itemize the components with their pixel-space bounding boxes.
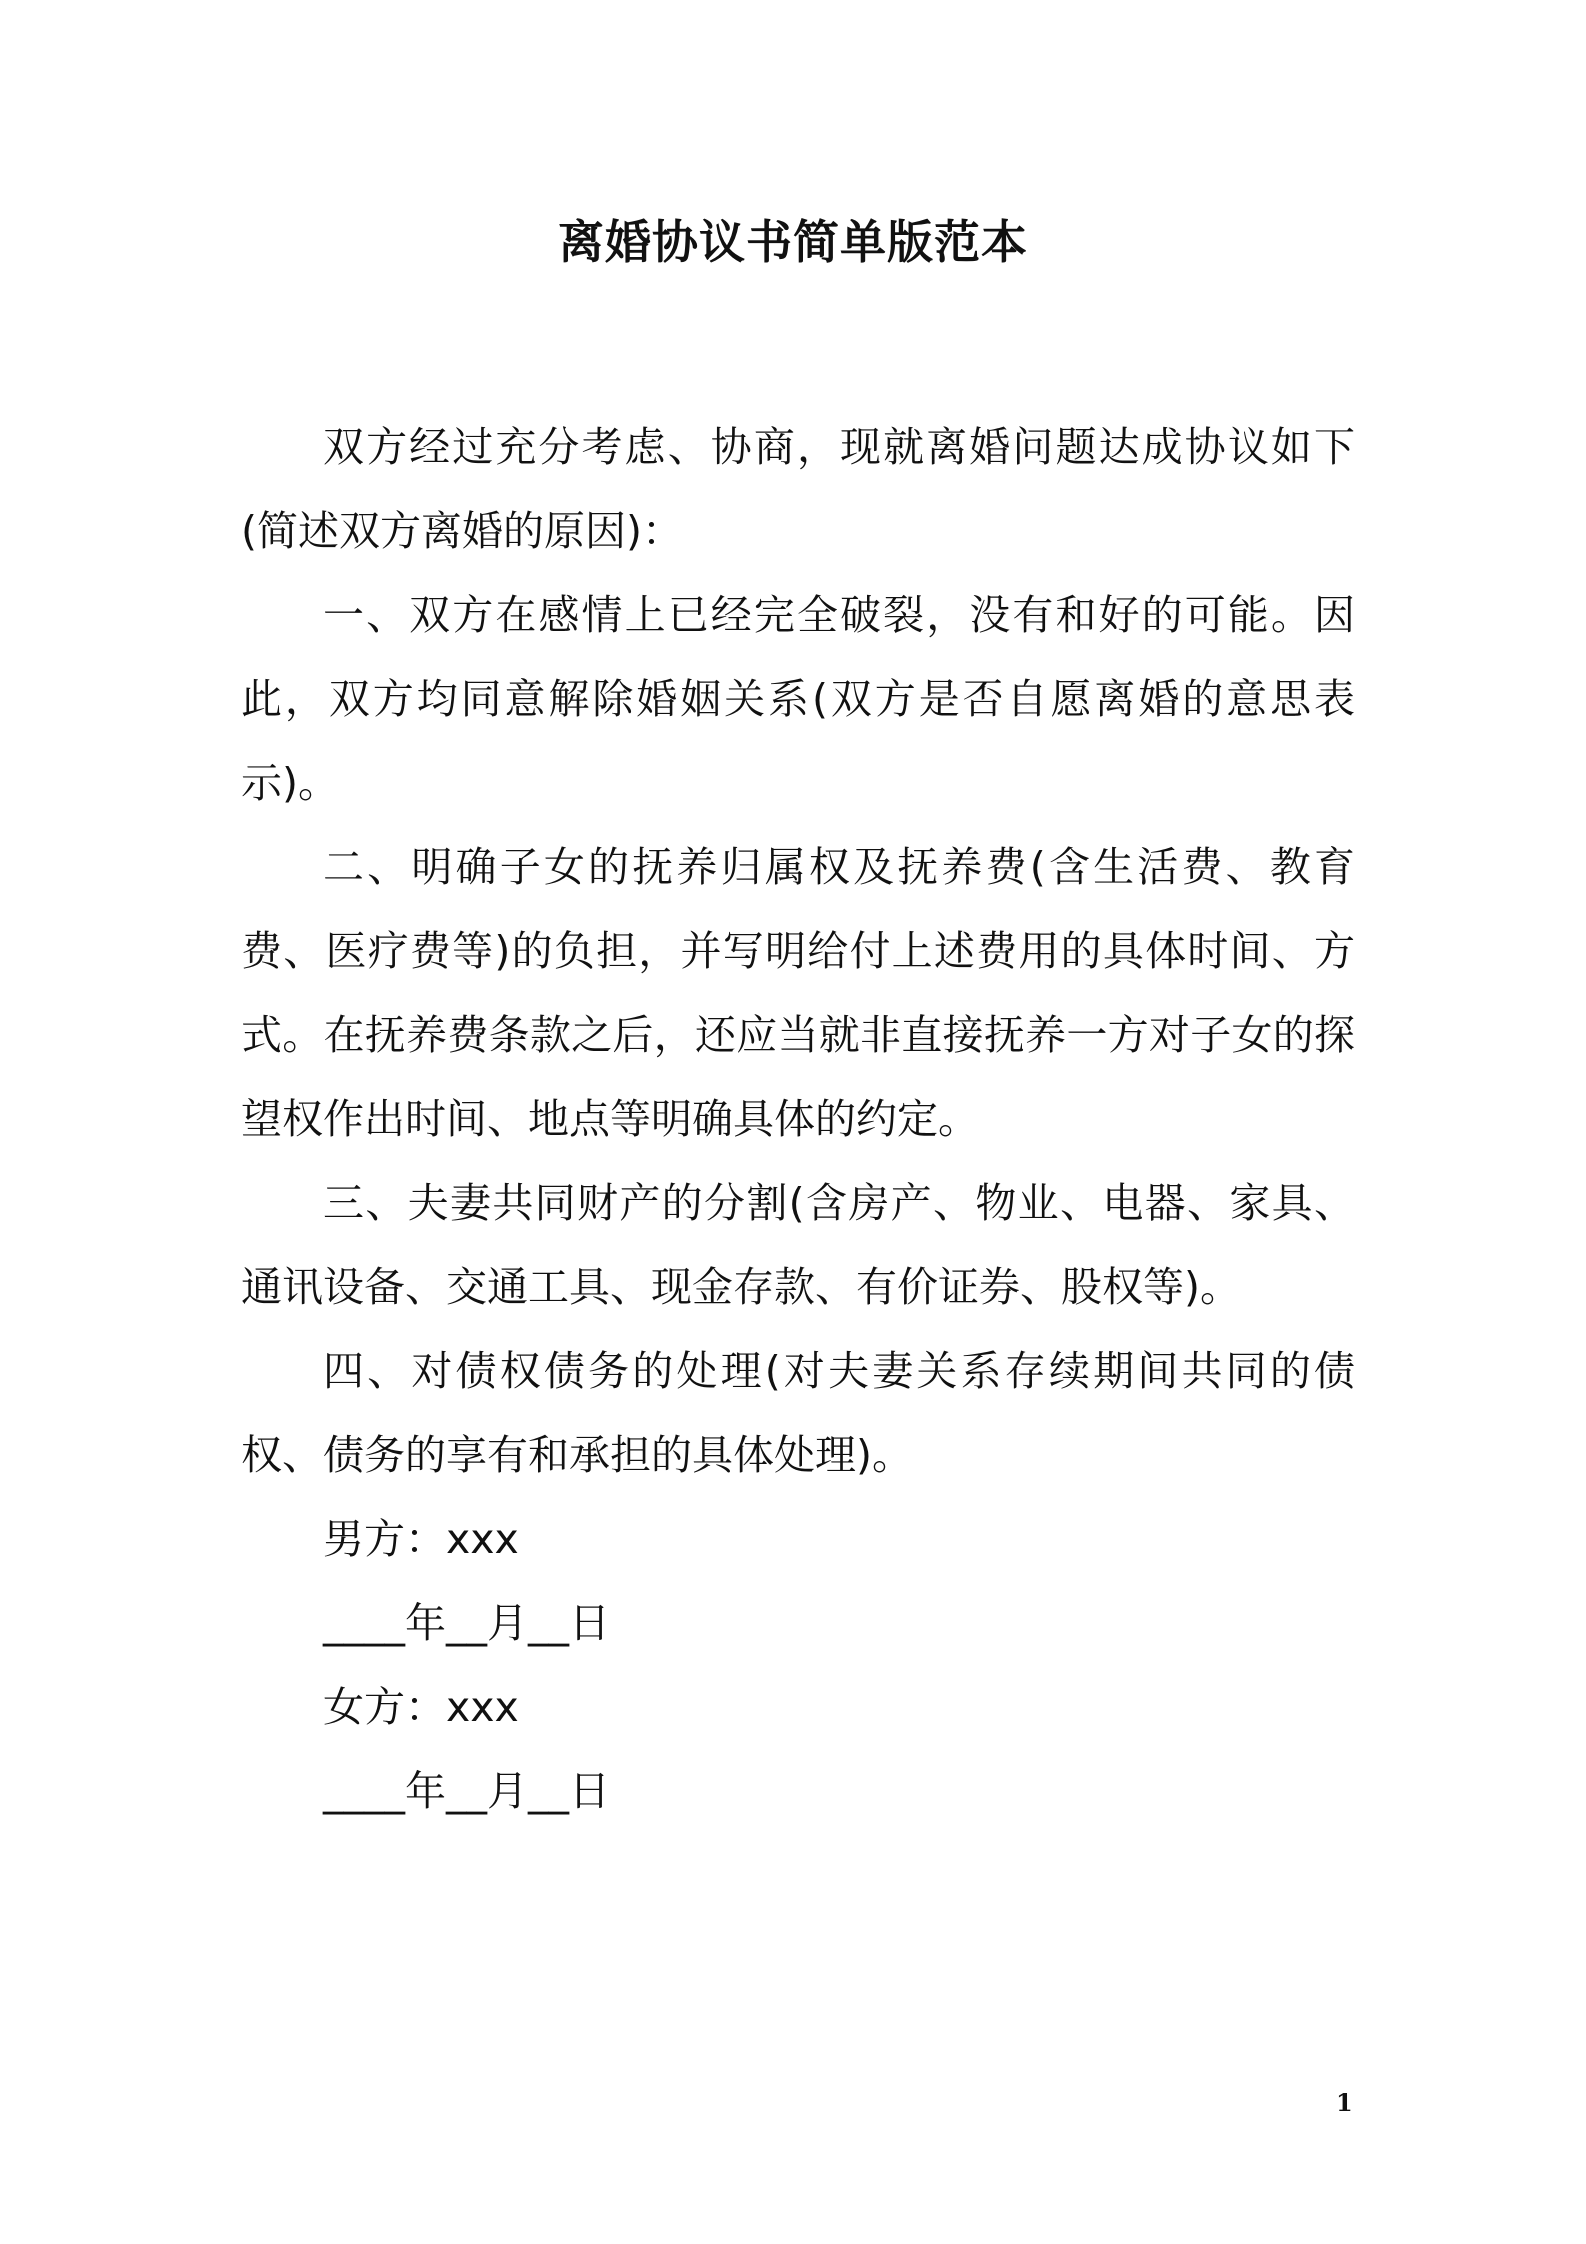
document-title: 离婚协议书简单版范本 [558, 215, 1028, 269]
intro-paragraph: 双方经过充分考虑、协商，现就离婚问题达成协议如下(简述双方离婚的原因)： [241, 423, 1355, 555]
document-body [241, 405, 1355, 1833]
clause-three-paragraph: 三、夫妻共同财产的分割(含房产、物业、电器、家具、通讯设备、交通工具、现金存款、有价证券、股权等)。 [241, 1179, 1355, 1311]
female-party-date: ____年__月__日 [323, 1767, 610, 1815]
male-party-date: ____年__月__日 [323, 1599, 610, 1647]
clause-two-paragraph: 二、明确子女的抚养归属权及抚养费(含生活费、教育费、医疗费等)的负担，并写明给付上述费用的具体时间、方式。在抚养费条款之后，还应当就非直接抚养一方对子女的探望权作出时间、地点等明确具体的约定。 [241, 843, 1355, 1143]
female-party-signature: 女方：xxx [323, 1683, 519, 1731]
clause-four-paragraph: 四、对债权债务的处理(对夫妻关系存续期间共同的债权、债务的享有和承担的具体处理)。 [241, 1347, 1355, 1479]
male-party-signature: 男方：xxx [323, 1515, 519, 1563]
page-number: 1 [1336, 2088, 1353, 2117]
clause-one-paragraph: 一、双方在感情上已经完全破裂，没有和好的可能。因此，双方均同意解除婚姻关系(双方是否自愿离婚的意思表示)。 [241, 591, 1355, 807]
